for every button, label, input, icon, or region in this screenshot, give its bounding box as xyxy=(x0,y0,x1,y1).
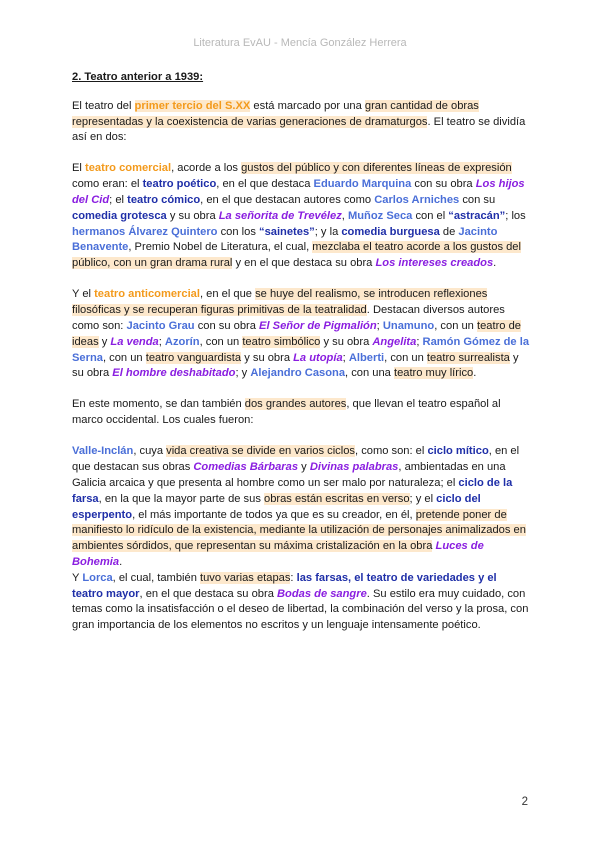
page-number: 2 xyxy=(521,796,528,808)
paragraph-intro: El teatro del primer tercio del S.XX está marcado por una gran cantidad de obras representadas y la coexistencia de varias generaciones de dramaturgos. El teatro se dividía así en dos: xyxy=(72,99,526,144)
section-title: 2. Teatro anterior a 1939: xyxy=(72,71,204,83)
paragraph-valle-inclan: Valle-Inclán, cuya vida creativa se divide en varios ciclos, como son: el ciclo mítico, en el que destacan sus obras Comedias Bárbaras y Divinas palabras, ambientadas en una Galicia arcaica y que presenta al hombre como un ser malo por naturaleza; el ciclo de la farsa, en la que la mayor parte de sus obras están escritas en verso; y el ciclo del esperpento, el más importante de todos ya que es su creador, en él, pretende poner de manifiesto lo ridículo de la existencia, mediante la utilización de personajes animalizados en ambientes sórdidos, que representan su máxima cristalización en la obra Luces de Bohemia. xyxy=(72,445,526,568)
paragraph-lorca: Y Lorca, el cual, también tuvo varias etapas: las farsas, el teatro de variedades y el teatro mayor, en el que destaca su obra Bodas de sangre. Su estilo era muy cuidado, con temas como la insatisfacción o el deseo de libertad, la combinación del verso y la prosa, con gran importancia de los elementos no escritos y un lenguaje intensamente poético. xyxy=(72,571,529,632)
paragraph-teatro-comercial: El teatro comercial, acorde a los gustos del público y con diferentes líneas de expresión como eran: el teatro poético, en el que destaca Eduardo Marquina con su obra Los hijos del Cid; el teatro cómico, en el que destacan autores como Carlos Arniches con su comedia grotesca y su obra La señorita de Trevélez, Muñoz Seca con el “astracán”; los hermanos Álvarez Quintero con los “sainetes”; y la comedia burguesa de Jacinto Benavente, Premio Nobel de Literatura, el cual, mezclaba el teatro acorde a los gustos del público, con un gran drama rural y en el que destaca su obra Los intereses creados. xyxy=(72,162,526,270)
paragraph-teatro-anticomercial: Y el teatro anticomercial, en el que se huye del realismo, se introducen reflexiones filosóficas y se recuperan figuras primitivas de la teatralidad. Destacan diversos autores como son: Jacinto Grau con su obra El Señor de Pigmalión; Unamuno, con un teatro de ideas y La venda; Azorín, con un teatro simbólico y su obra Angelita; Ramón Gómez de la Serna, con un teatro vanguardista y su obra La utopía; Alberti, con un teatro surrealista y su obra El hombre deshabitado; y Alejandro Casona, con una teatro muy lírico. xyxy=(72,288,530,380)
paragraph-dos-autores: En este momento, se dan también dos grandes autores, que llevan el teatro español al marco occidental. Los cuales fueron: xyxy=(72,398,501,427)
page-header: Literatura EvAU - Mencía González Herrera xyxy=(193,37,407,49)
document-body xyxy=(72,70,530,649)
